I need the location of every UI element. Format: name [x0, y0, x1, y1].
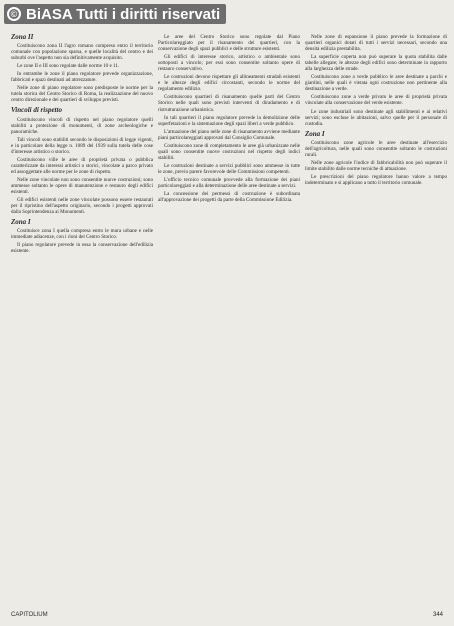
- paragraph: Nelle zone agricole l'indice di fabbricabilità non può superare il limite stabilito dalle norme tecniche di attuazione.: [305, 159, 447, 172]
- paragraph: L'ufficio tecnico comunale provvede alla formazione dei piani particolareggiati e alla determinazione delle aree destinate a servizi.: [158, 176, 300, 190]
- section-heading: Zona I: [11, 218, 31, 227]
- copyright-icon: ©: [7, 7, 21, 21]
- paragraph: Costituiscono zone a verde privato le aree di proprietà privata vincolate alla conservazione del verde esistente.: [305, 94, 447, 107]
- paragraph: Il piano regolatore prevede in essa la conservazione dell'edilizia esistente.: [11, 242, 153, 255]
- paragraph: Gli edifici esistenti nelle zone vincolate possono essere restaurati per il ripristino dell'aspetto originario, secondo i progetti approvati dalla Soprintendenza ai Monumenti.: [11, 197, 153, 216]
- paragraph: Le costruzioni destinate a servizi pubblici sono ammesse in tutte le zone, previo parere favorevole delle Commissioni competenti.: [158, 162, 300, 175]
- paragraph: Costituiscono zone a verde pubblico le aree destinate a parchi e giardini, nelle quali è vietata ogni costruzione non pertinente alla destinazione a verde.: [305, 74, 447, 93]
- paragraph: Gli edifici di interesse storico, artistico o ambientale sono sottoposti a vincolo; per essi sono consentite soltanto opere di restauro conservativo.: [158, 54, 300, 73]
- paragraph: Nelle zone di piano regolatore sono predisposte le norme per la tutela storica del Centro Storico di Roma, la realizzazione del nuovo centro direzionale e dei quartieri di sviluppo previsti.: [11, 85, 153, 104]
- paragraph: Le zone II e III sono regolate dalle norme 10 e 11.: [17, 63, 120, 70]
- section-heading: Vincoli di rispetto: [11, 106, 62, 115]
- paragraph: Le prescrizioni del piano regolatore hanno valore a tempo indeterminato e si applicano a tutto il territorio comunale.: [305, 173, 447, 186]
- publication-name: CAPITOLIUM: [11, 612, 48, 618]
- paragraph: Costituiscono zona II l'agro romano compreso entro il territorio comunale con popolazione sparsa, e quelle località del centro e dei suburbi ove l'aspetto non sia definitivamente acquisito.: [11, 43, 153, 62]
- paragraph: Le zone industriali sono destinate agli stabilimenti e ai relativi servizi; sono escluse le abitazioni, salvo quelle per il personale di custodia.: [305, 108, 447, 127]
- page-footer: [11, 612, 443, 622]
- paragraph: Costituiscono zone di completamento le aree già urbanizzate nelle quali sono consentite nuove costruzioni nel rispetto degli indici stabiliti.: [158, 142, 300, 161]
- paragraph: Costituiscono quartieri di risanamento quelle parti del Centro Storico nelle quali sono previsti interventi di diradamento e di ristrutturazione urbanistica.: [158, 94, 300, 113]
- paragraph: Costituisce zona I quella compresa entro le mura urbane e nelle immediate adiacenze, con i rioni del Centro Storico.: [11, 228, 153, 241]
- paragraph: Nelle zone vincolate non sono consentite nuove costruzioni; sono ammesse soltanto le opere di manutenzione e restauro degli edifici esistenti.: [11, 176, 153, 196]
- paragraph: Nelle zone di espansione il piano prevede la formazione di quartieri organici dotati di tutti i servizi necessari, secondo una densità edilizia prestabilita.: [305, 34, 447, 53]
- paragraph: La concessione dei permessi di costruzione è subordinata all'approvazione dei progetti da parte della Commissione Edilizia.: [158, 191, 300, 204]
- page-number: 344: [432, 612, 443, 618]
- watermark-text: BiASA Tutti i diritti riservati: [26, 5, 221, 23]
- paragraph: Costituiscono vincoli di rispetto nel piano regolatore quelli stabiliti a protezione di monumenti, di zone archeologiche e panoramiche.: [11, 116, 153, 135]
- paragraph: L'attuazione del piano nelle zone di risanamento avviene mediante piani particolareggiati approvati dal Consiglio Comunale.: [158, 128, 300, 141]
- text-column-3: [305, 34, 447, 188]
- paragraph: Costituiscono ville le aree di proprietà privata o pubblica caratterizzate da interessi artistici o storici, vincolate a parco privato ed assoggettate alle norme per le zone di rispetto.: [11, 156, 153, 175]
- watermark-banner: [4, 4, 226, 24]
- paragraph: La superficie coperta non può superare la quota stabilita dalle tabelle allegate; le altezze degli edifici sono determinate in rapporto alla larghezza delle strade.: [305, 54, 447, 73]
- section-heading: Zona II: [11, 33, 34, 41]
- paragraph: Le costruzioni devono rispettare gli allineamenti stradali esistenti e le altezze degli edifici circostanti, secondo le norme del regolamento edilizio.: [158, 74, 300, 93]
- paragraph: Le aree del Centro Storico sono regolate dal Piano Particolareggiato per il risanamento dei quartieri, con la conservazione degli spazi pubblici e delle strutture esistenti.: [158, 34, 300, 53]
- paragraph: Costituiscono zone agricole le aree destinate all'esercizio dell'agricoltura, nelle quali sono consentite soltanto le costruzioni rurali.: [305, 139, 447, 158]
- text-column-2: [158, 34, 300, 205]
- paragraph: Tali vincoli sono stabiliti secondo le disposizioni di legge vigenti, e in particolare della legge n. 1089 del 1939 sulla tutela delle cose d'interesse artistico o storico.: [11, 136, 153, 155]
- text-column-1: [11, 34, 153, 256]
- paragraph: In entrambe le zone il piano regolatore prevede organizzazione, fabbricati e spazi destinati ad attrezzature.: [11, 71, 153, 84]
- section-heading: Zona I: [305, 129, 325, 138]
- paragraph: In tali quartieri il piano regolatore prevede la demolizione delle superfetazioni e la sistemazione degli spazi liberi a verde pubblico.: [158, 114, 300, 127]
